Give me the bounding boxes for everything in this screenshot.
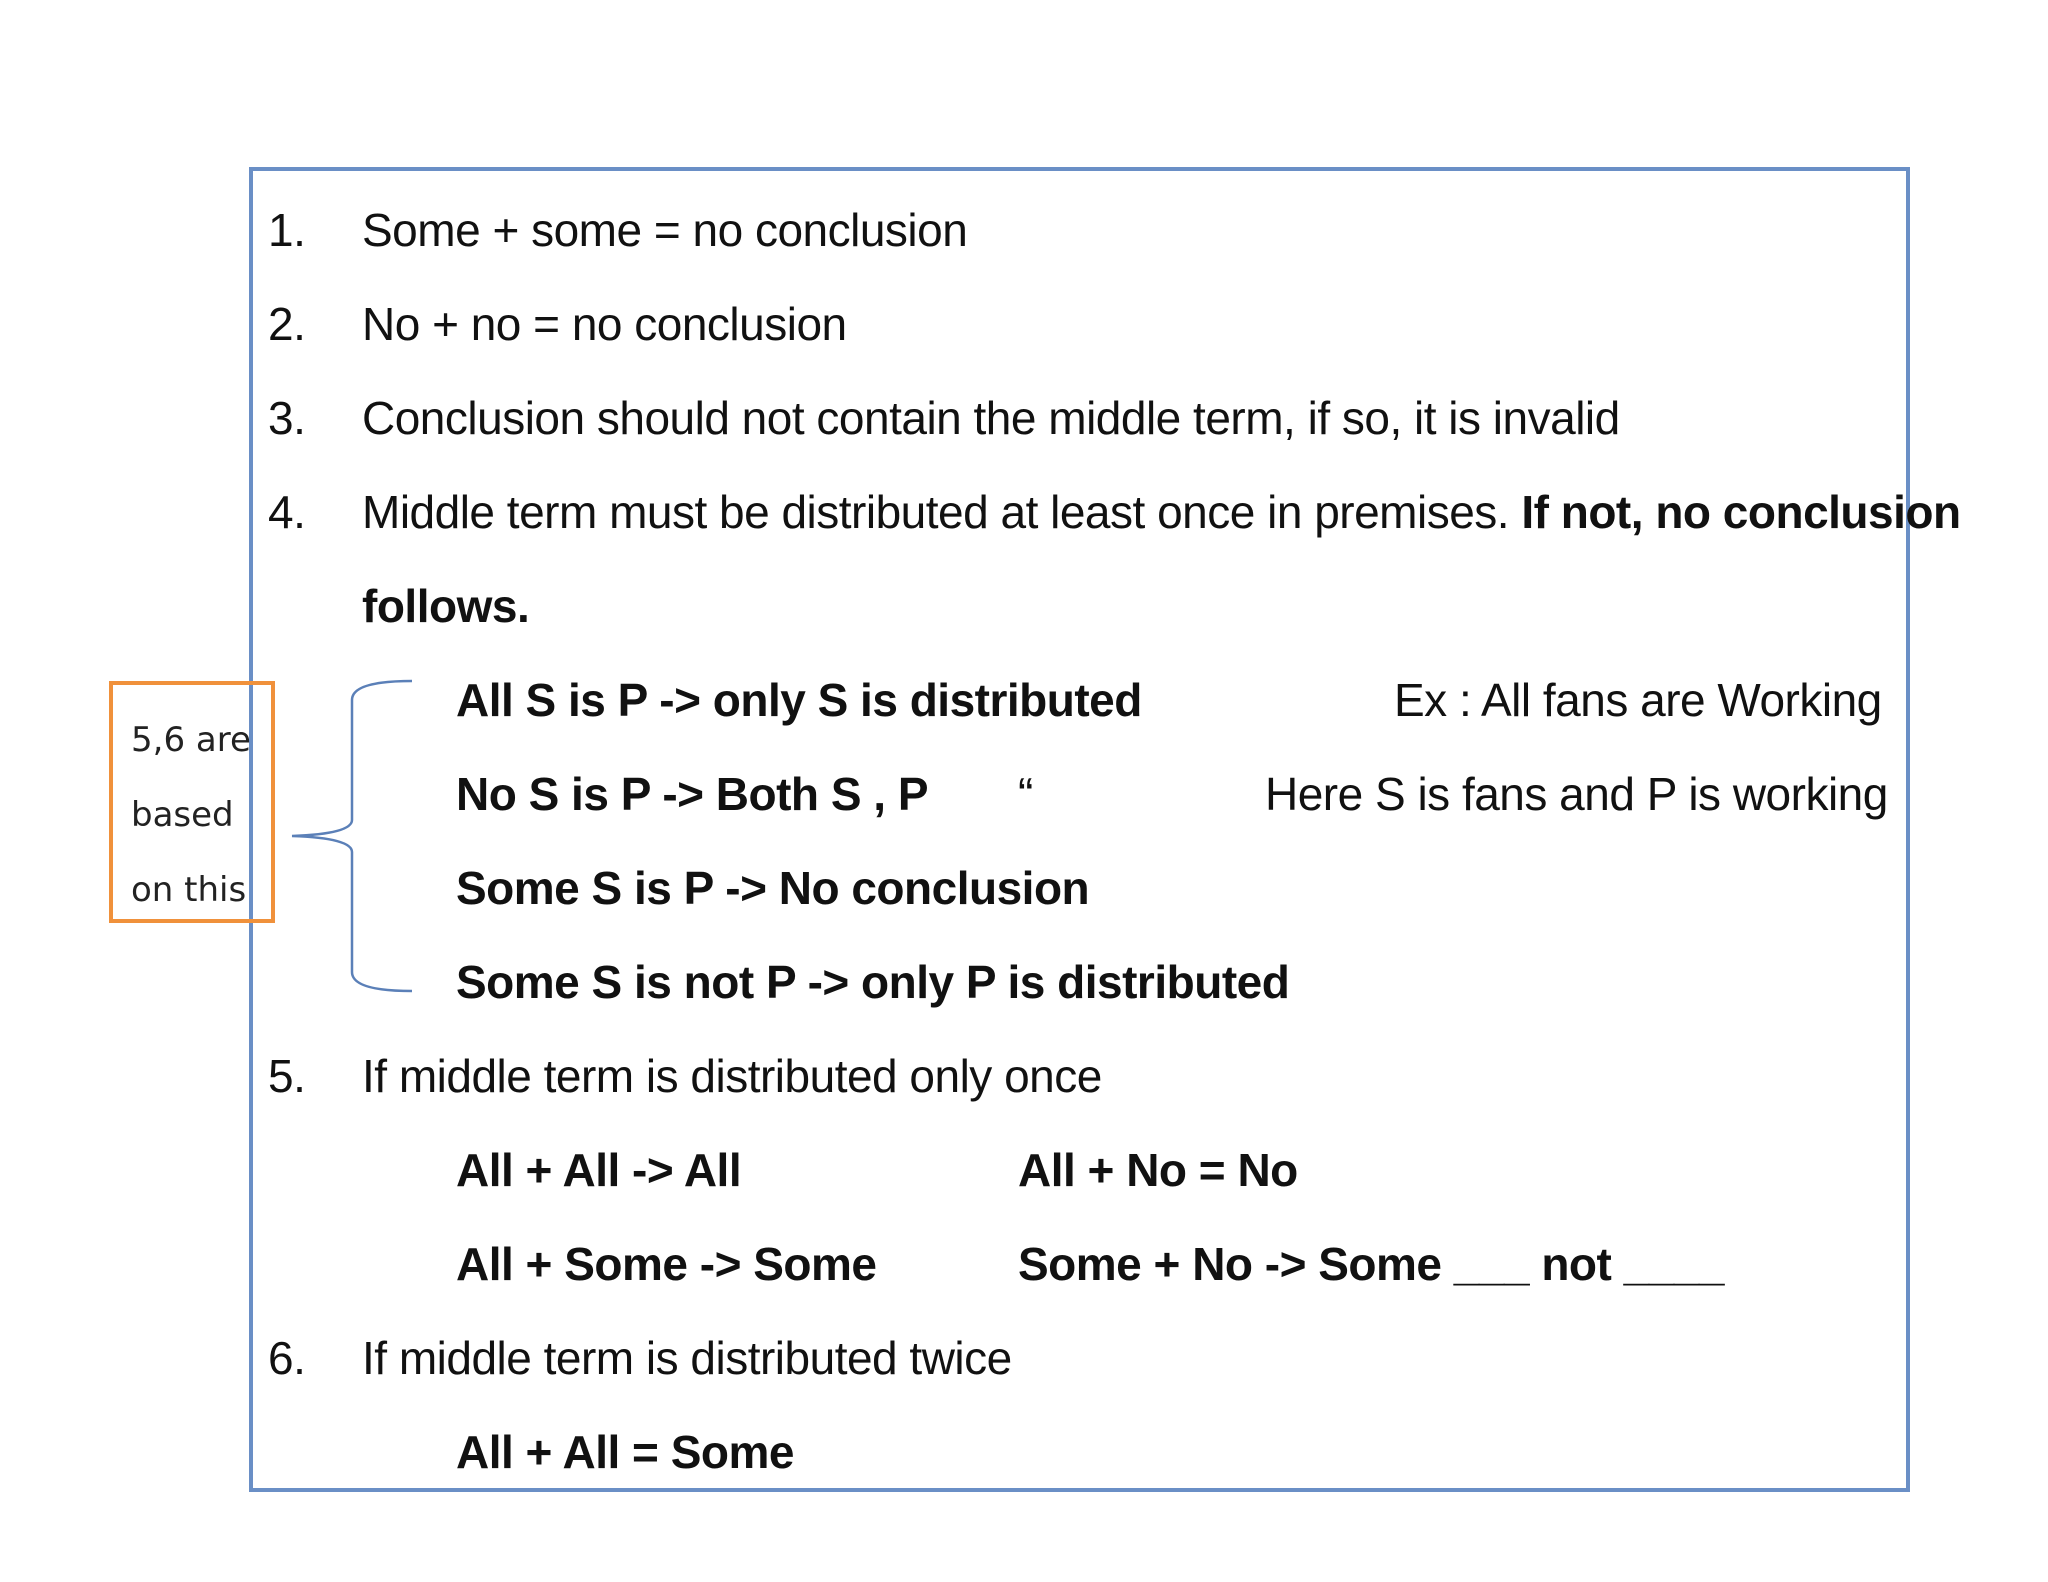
rule-6-text: If middle term is distributed twice: [362, 1332, 1012, 1384]
distribution-some: Some S is P -> No conclusion: [456, 862, 1090, 914]
combo-all-all: All + All -> All: [456, 1144, 742, 1196]
combo-all-all-some: All + All = Some: [456, 1426, 794, 1478]
rule-3-number: 3.: [268, 392, 306, 444]
rule-2-text: No + no = no conclusion: [362, 298, 847, 350]
rule-5-text: If middle term is distributed only once: [362, 1050, 1102, 1102]
side-note-line-1: 5,6 are: [131, 720, 251, 760]
rule-6-number: 6.: [268, 1332, 306, 1384]
side-note: [109, 681, 275, 923]
combo-all-some: All + Some -> Some: [456, 1238, 877, 1290]
side-note-line-2: based: [131, 795, 234, 835]
example-note: Ex : All fans are Working: [1394, 674, 1882, 726]
ditto-mark: “: [1018, 768, 1033, 820]
rule-4-main: Middle term must be distributed at least once in premises.: [362, 486, 1510, 538]
combo-all-no: All + No = No: [1018, 1144, 1298, 1196]
rule-4-bold: If not, no conclusion: [1521, 486, 1961, 538]
distribution-all: All S is P -> only S is distributed: [456, 674, 1142, 726]
example-explanation: Here S is fans and P is working: [1265, 768, 1888, 820]
rule-2-number: 2.: [268, 298, 306, 350]
side-note-line-3: on this: [131, 870, 247, 910]
rule-5-number: 5.: [268, 1050, 306, 1102]
rule-4-continuation: follows.: [362, 580, 530, 632]
rule-4-number: 4.: [268, 486, 306, 538]
distribution-no: No S is P -> Both S , P: [456, 768, 929, 820]
combo-some-no: Some + No -> Some ___ not ____: [1018, 1238, 1724, 1290]
distribution-some-not: Some S is not P -> only P is distributed: [456, 956, 1290, 1008]
rule-3-text: Conclusion should not contain the middle term, if so, it is invalid: [362, 392, 1620, 444]
rule-1-text: Some + some = no conclusion: [362, 204, 968, 256]
rule-1-number: 1.: [268, 204, 306, 256]
